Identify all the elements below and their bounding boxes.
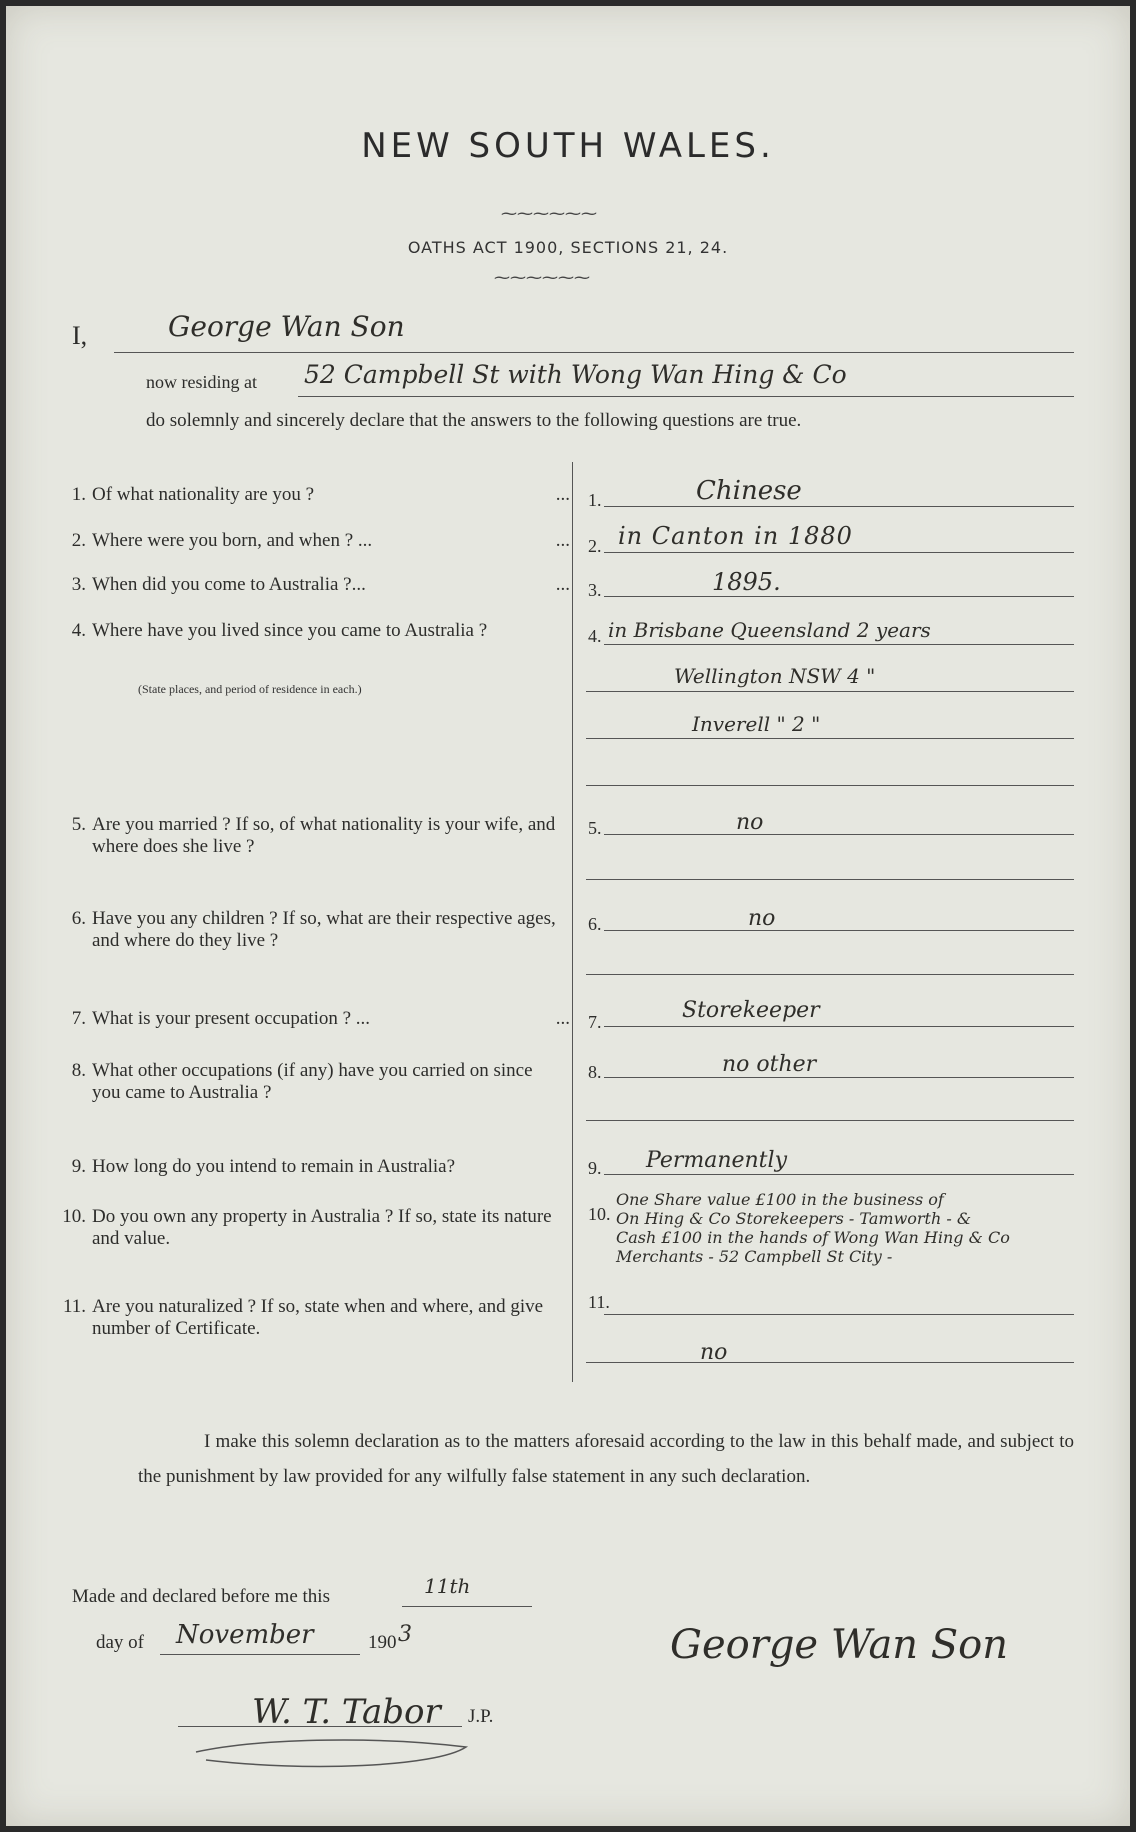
- question-5: 5. Are you married ? If so, of what nationality is your wife, and where does she live ?: [71, 814, 556, 857]
- answer-num-8: 8.: [588, 1062, 602, 1082]
- answer-num-5: 5.: [588, 818, 602, 838]
- decorative-squiggle: ⁓⁓⁓⁓⁓⁓: [501, 206, 597, 223]
- document-subtitle: OATHS ACT 1900, SECTIONS 21, 24.: [407, 238, 729, 257]
- document-title: NEW SOUTH WALES.: [361, 126, 775, 166]
- residence-value: 52 Campbell St with Wong Wan Hing & Co: [304, 360, 847, 389]
- answer-num-2: 2.: [588, 536, 602, 556]
- declare-statement: do solemnly and sincerely declare that the answers to the following questions are true.: [146, 410, 802, 431]
- declaration-paragraph: I make this solemn declaration as to the matters aforesaid according to the law in this behalf made, and subject to the punishment by law provided for any wilfully false statement in any such declaration.: [138, 1431, 1074, 1487]
- answer-6: no: [748, 906, 776, 931]
- answer-2: in Canton in 1880: [618, 522, 853, 550]
- question-4-note: (State places, and period of residence in each.): [138, 682, 362, 696]
- day-value: 11th: [424, 1574, 471, 1598]
- question-4: 4. Where have you lived since you came to Australia ?: [71, 620, 488, 641]
- answer-num-9: 9.: [588, 1158, 602, 1178]
- answer-4-line-1: in Brisbane Queensland 2 years: [608, 618, 931, 642]
- answer-11: no: [700, 1340, 728, 1365]
- answer-1: Chinese: [696, 476, 802, 506]
- year-suffix: 3: [398, 1622, 412, 1647]
- column-divider: [572, 462, 573, 1382]
- question-11: 11. Are you naturalized ? If so, state when and where, and give number of Certificate.: [62, 1296, 544, 1339]
- answer-num-6: 6.: [588, 914, 602, 934]
- answer-num-10: 10.: [588, 1204, 611, 1224]
- answer-8: no other: [722, 1052, 817, 1077]
- made-declared-label: Made and declared before me this: [72, 1586, 330, 1607]
- answer-3: 1895.: [712, 568, 781, 596]
- question-8: 8. What other occupations (if any) have you carried on since you came to Australia ?: [71, 1060, 533, 1103]
- declarant-name: George Wan Son: [168, 310, 405, 343]
- answer-num-4: 4.: [588, 626, 602, 646]
- answer-5: no: [736, 810, 764, 835]
- flourish-icon: [186, 1732, 486, 1772]
- jp-signature: W. T. Tabor: [252, 1692, 441, 1732]
- residing-label: now residing at: [146, 372, 257, 392]
- question-9: 9. How long do you intend to remain in Australia?: [71, 1156, 456, 1177]
- year-prefix: 190: [368, 1632, 397, 1653]
- answer-9: Permanently: [646, 1148, 787, 1173]
- answer-num-7: 7.: [588, 1012, 602, 1032]
- answer-7: Storekeeper: [682, 998, 820, 1023]
- declarant-prefix: I,: [72, 321, 88, 350]
- jp-label: J.P.: [468, 1706, 494, 1727]
- decorative-squiggle: ⁓⁓⁓⁓⁓⁓: [494, 270, 590, 287]
- answer-num-1: 1.: [588, 490, 602, 510]
- question-3: 3. When did you come to Australia ?... ...: [71, 574, 570, 595]
- document-page: [6, 6, 1130, 1826]
- question-7: 7. What is your present occupation ? ... ...: [71, 1008, 570, 1029]
- answer-4-line-2: Wellington NSW 4 ": [674, 664, 876, 688]
- question-2: 2. Where were you born, and when ? ... ...: [71, 530, 570, 551]
- answer-num-11: 11.: [588, 1292, 610, 1312]
- answer-4-line-3: Inverell " 2 ": [692, 712, 821, 736]
- day-of-label: day of: [96, 1632, 145, 1653]
- answer-num-3: 3.: [588, 580, 602, 600]
- answer-10: One Share value £100 in the business of On Hing & Co Storekeepers - Tamworth - & Cash £100 in the hands of Wong Wan Hing & Co Merchants - 52 Campbell St City -: [616, 1190, 1010, 1266]
- question-1: 1. Of what nationality are you ? ...: [71, 484, 570, 505]
- month-value: November: [176, 1620, 314, 1650]
- question-6: 6. Have you any children ? If so, what are their respective ages, and where do they live ?: [71, 908, 556, 951]
- declarant-signature: George Wan Son: [670, 1622, 1009, 1668]
- question-10: 10. Do you own any property in Australia ? If so, state its nature and value.: [62, 1206, 552, 1249]
